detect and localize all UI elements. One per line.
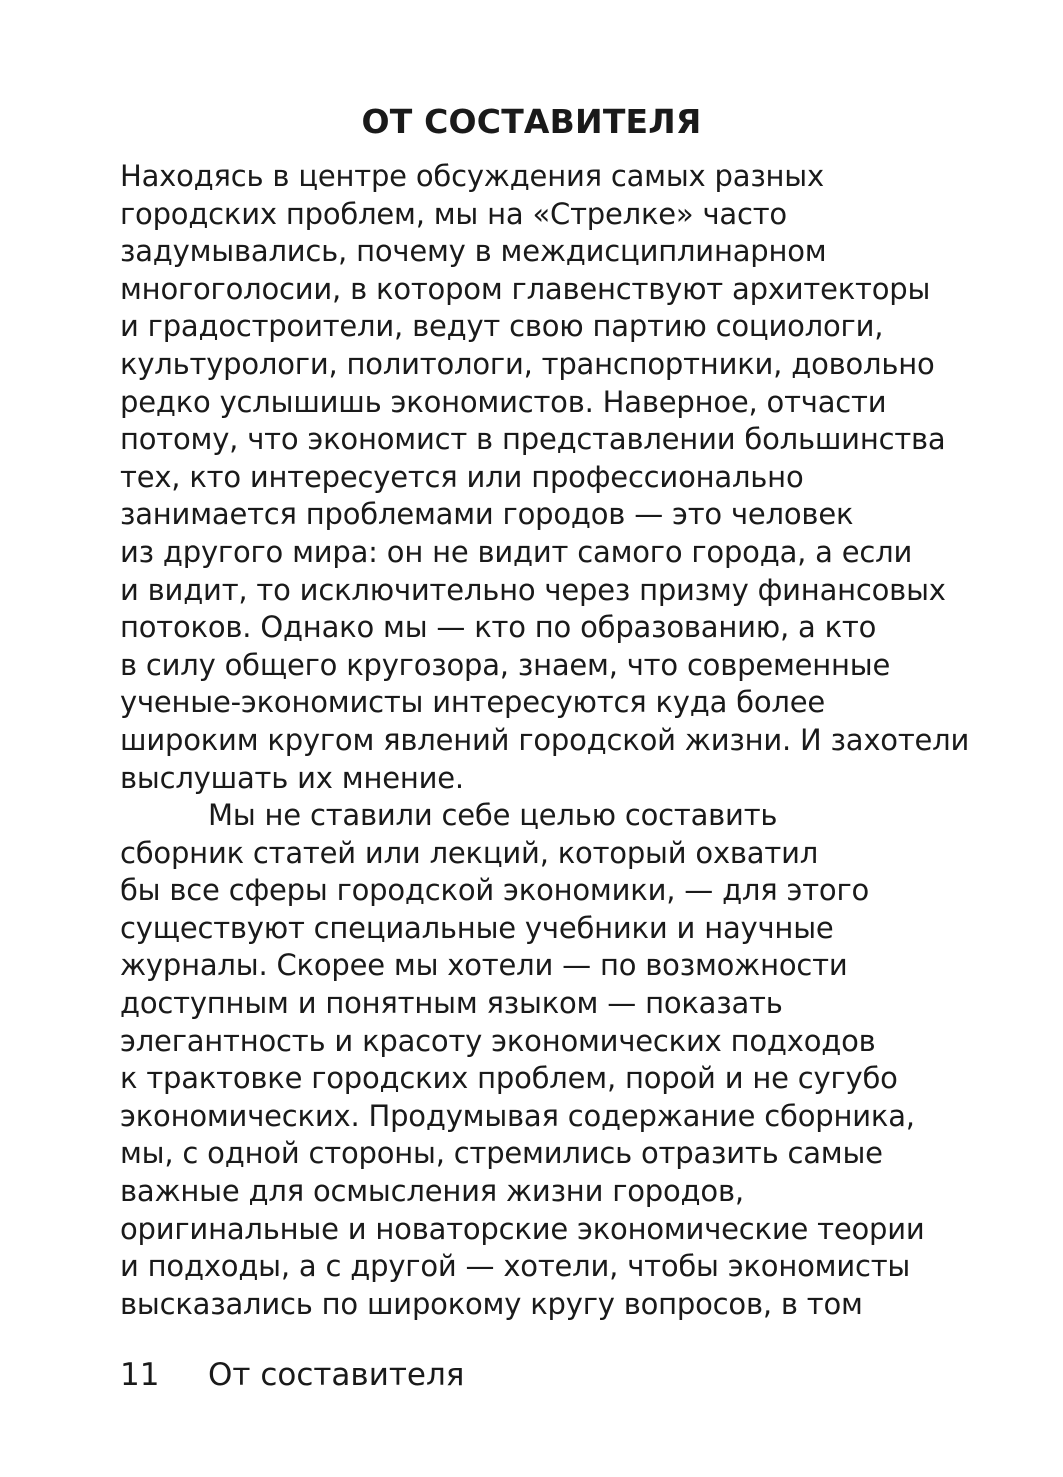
text-line: и видит, то исключительно через призму финансовых — [120, 572, 946, 607]
text-line: выслушать их мнение. — [120, 760, 464, 795]
text-line: Находясь в центре обсуждения самых разных — [120, 159, 824, 193]
text-line: тех, кто интересуется или профессионально — [120, 459, 804, 494]
text-line: ученые-экономисты интересуются куда более — [120, 685, 826, 720]
paragraph-1 — [120, 158, 1000, 797]
text-line: редко услышишь экономистов. Наверное, отчасти — [120, 384, 887, 419]
text-line: многоголосии, в котором главенствуют архитекторы — [120, 271, 931, 306]
text-line: потоков. Однако мы — кто по образованию, а кто — [120, 610, 877, 645]
text-line: из другого мира: он не видит самого города, а если — [120, 534, 913, 569]
text-line: потому, что экономист в представлении большинства — [120, 422, 946, 457]
text-line: Мы не ставили себе целью составить — [208, 798, 778, 833]
text-line: элегантность и красоту экономических подходов — [120, 1023, 876, 1058]
text-line: и подходы, а с другой — хотели, чтобы экономисты — [120, 1249, 911, 1284]
running-title: От составителя — [208, 1357, 465, 1393]
text-line: важные для осмысления жизни городов, — [120, 1174, 744, 1209]
text-line: доступным и понятным языком — показать — [120, 986, 783, 1021]
text-line: культурологи, политологи, транспортники, довольно — [120, 346, 935, 381]
page-title: ОТ СОСТАВИТЕЛЯ — [361, 102, 702, 142]
text-line: журналы. Скорее мы хотели — по возможности — [120, 948, 848, 983]
text-line: высказались по широкому кругу вопросов, в том — [120, 1286, 863, 1321]
page-footer — [120, 1355, 464, 1395]
text-line: сборник статей или лекций, который охватил — [120, 835, 819, 870]
text-line: и градостроители, ведут свою партию социологи, — [120, 309, 884, 344]
paragraph-2 — [120, 797, 1000, 1323]
text-line: городских проблем, мы на «Стрелке» часто — [120, 196, 787, 231]
body-text — [120, 158, 1000, 1323]
text-line: задумывались, почему в междисциплинарном — [120, 234, 827, 269]
text-line: занимается проблемами городов — это человек — [120, 497, 854, 532]
page-number: 11 — [120, 1357, 160, 1393]
text-line: бы все сферы городской экономики, — для этого — [120, 873, 870, 908]
text-line: мы, с одной стороны, стремились отразить самые — [120, 1136, 883, 1171]
text-line: оригинальные и новаторские экономические теории — [120, 1211, 925, 1246]
text-line: в силу общего кругозора, знаем, что современные — [120, 647, 891, 682]
text-line: существуют специальные учебники и научные — [120, 910, 834, 945]
text-line: широким кругом явлений городской жизни. И захотели — [120, 722, 970, 757]
text-line: к трактовке городских проблем, порой и не сугубо — [120, 1061, 898, 1096]
text-line: экономических. Продумывая содержание сборника, — [120, 1098, 915, 1133]
